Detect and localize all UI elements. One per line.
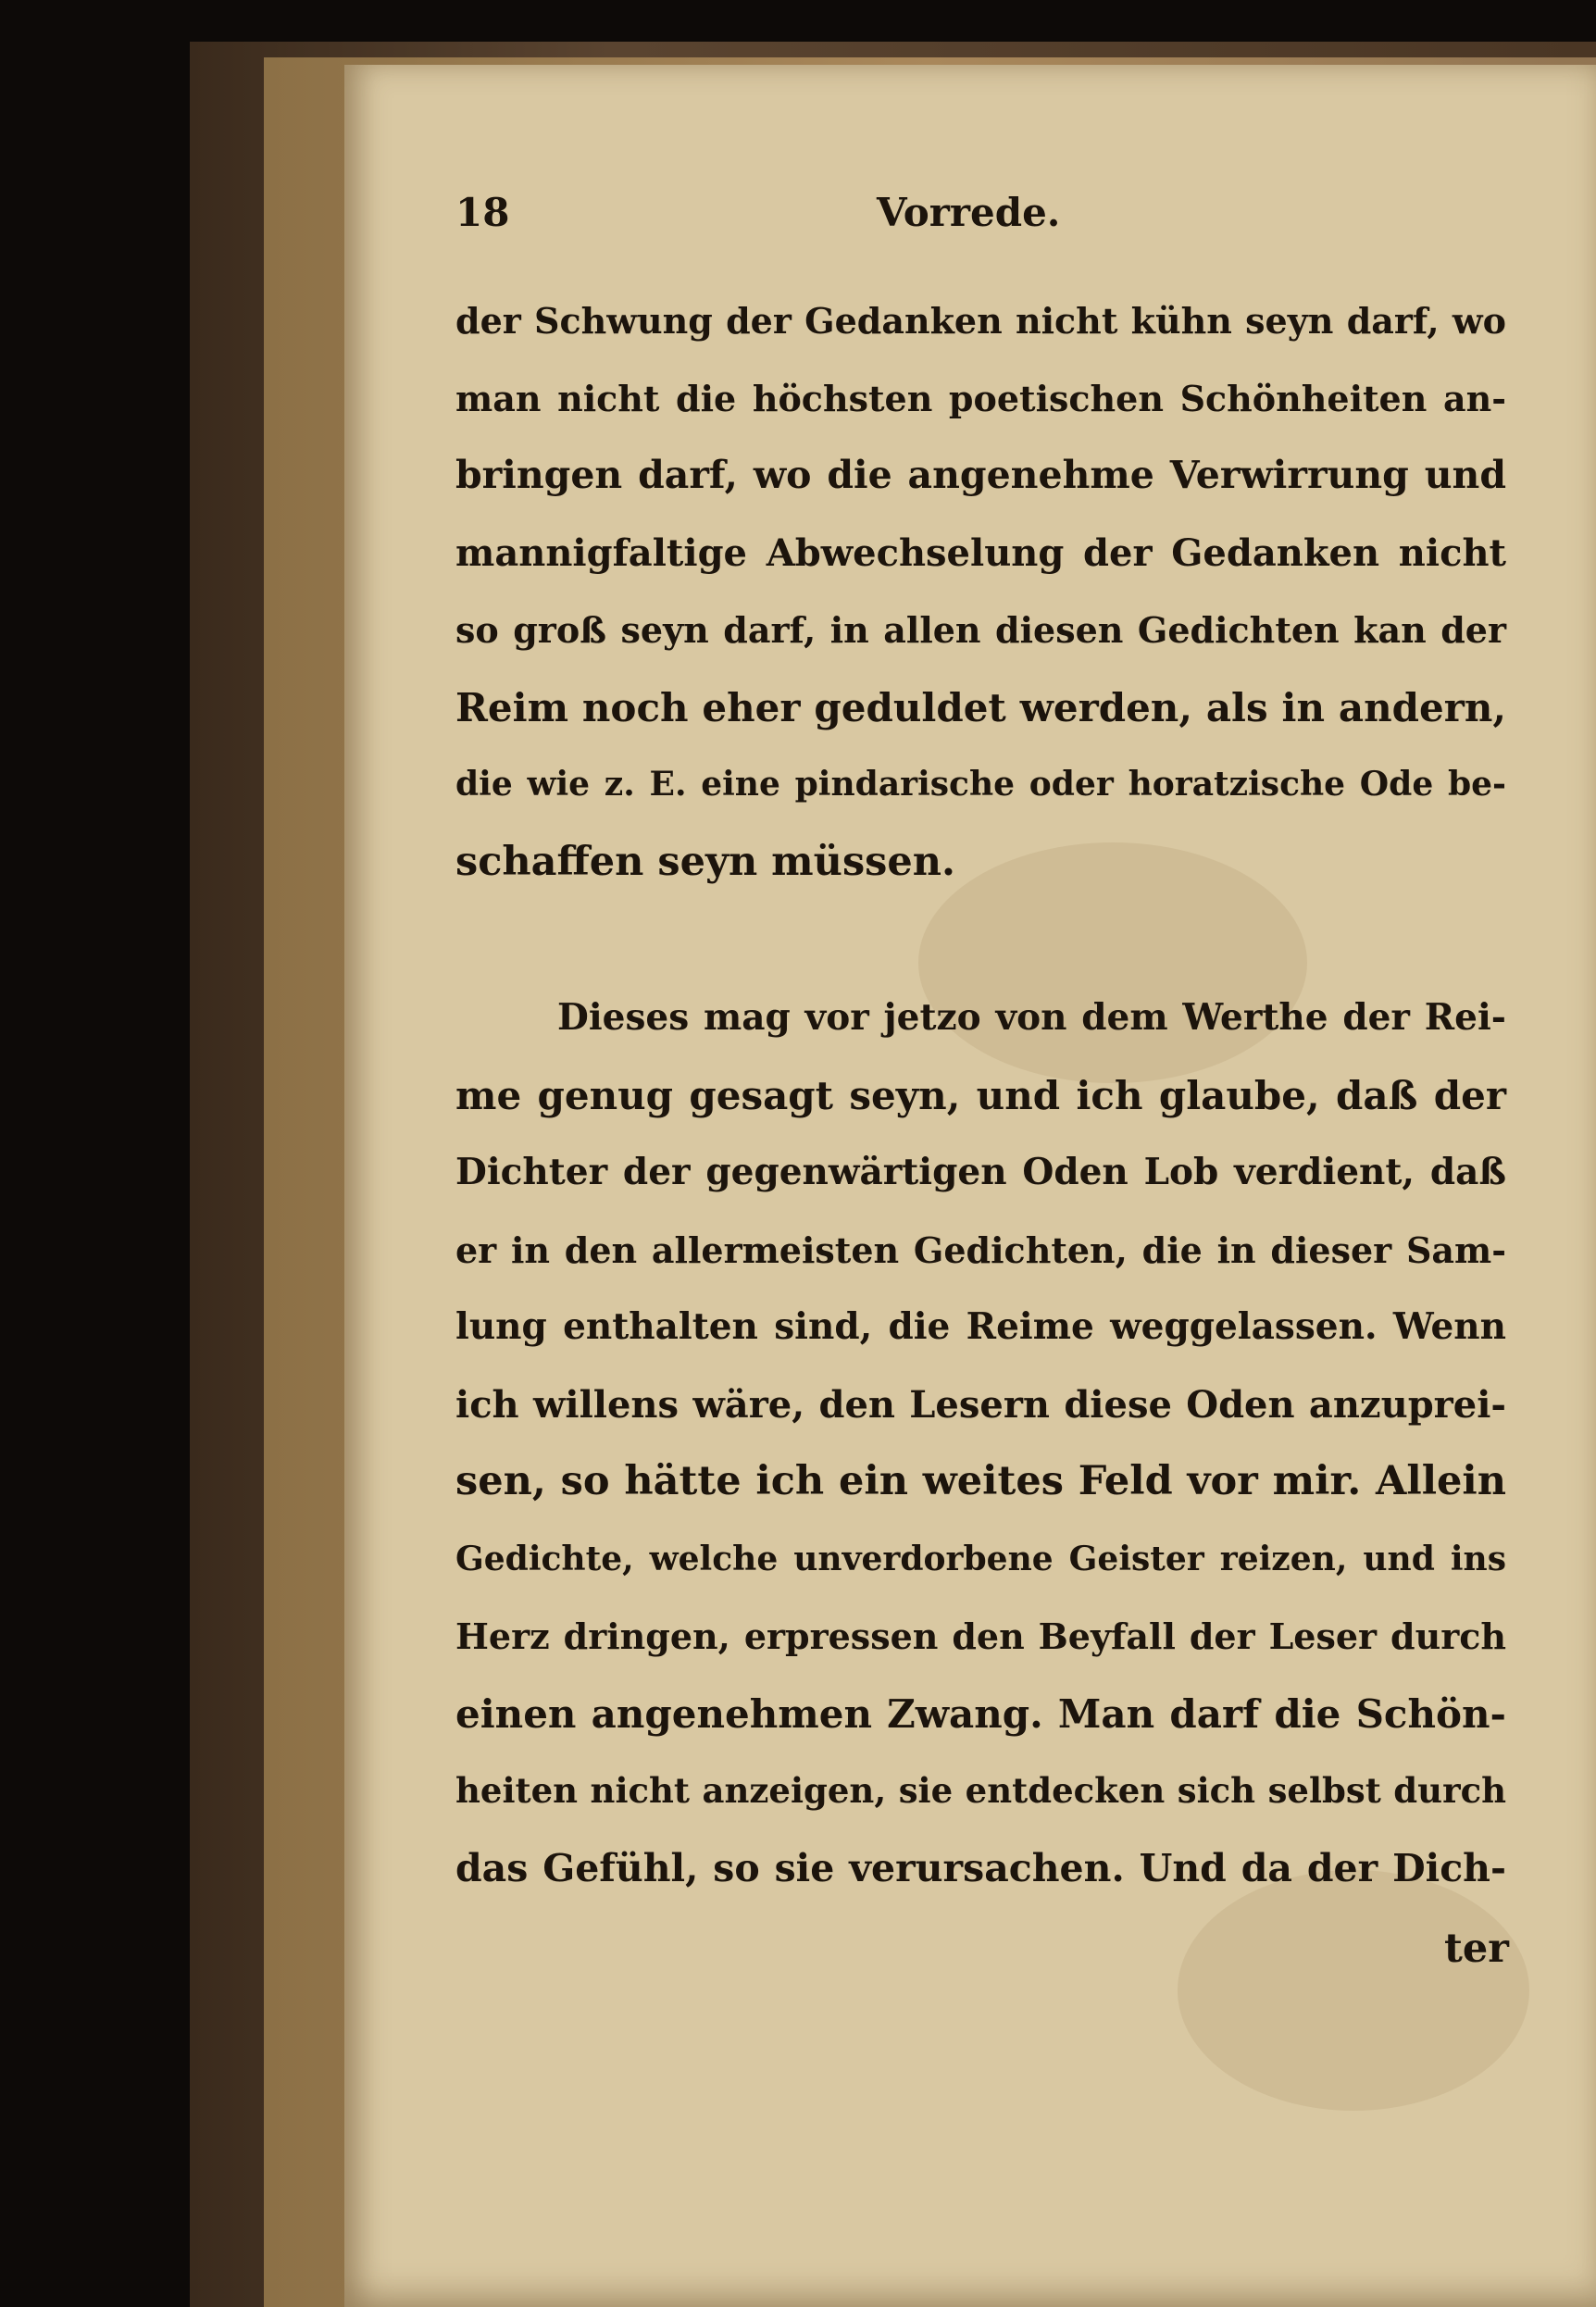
text-line: sen, so hätte ich ein weites Feld vor mir. Allein	[455, 1458, 1506, 1504]
text-line: einen angenehmen Zwang. Man darf die Schön-	[455, 1690, 1506, 1737]
running-head: Vorrede.	[877, 190, 1061, 235]
page-number: 18	[455, 190, 510, 235]
text-line: Herz dringen, erpressen den Beyfall der Leser durch	[455, 1615, 1506, 1657]
page-header	[455, 190, 1511, 245]
text-line: der Schwung der Gedanken nicht kühn seyn darf, wo	[455, 300, 1506, 342]
text-line: Dieses mag vor jetzo von dem Werthe der Rei-	[557, 996, 1506, 1039]
text-line: so groß seyn darf, in allen diesen Gedichten kan der	[455, 609, 1506, 651]
text-line: die wie z. E. eine pindarische oder horatzische Ode be-	[455, 765, 1506, 804]
text-line: heiten nicht anzeigen, sie entdecken sich selbst durch	[455, 1770, 1506, 1811]
text-line: man nicht die höchsten poetischen Schönheiten an-	[455, 377, 1506, 419]
text-line: das Gefühl, so sie verursachen. Und da der Dich-	[455, 1845, 1506, 1890]
paragraph-gap	[455, 901, 1506, 979]
body-text	[455, 282, 1506, 1907]
text-line: schaffen seyn müssen.	[455, 838, 955, 885]
text-line: mannigfaltige Abwechselung der Gedanken nicht	[455, 530, 1506, 575]
catchword: ter	[1444, 1926, 1509, 1972]
text-line: er in den allermeisten Gedichten, die in dieser Sam-	[455, 1228, 1506, 1271]
text-line: Reim noch eher geduldet werden, als in andern,	[455, 684, 1506, 730]
text-line: me genug gesagt seyn, und ich glaube, daß der	[455, 1072, 1506, 1118]
text-line: bringen darf, wo die angenehme Verwirrung und	[455, 453, 1506, 497]
text-line: Dichter der gegenwärtigen Oden Lob verdient, daß	[455, 1151, 1506, 1193]
text-line: lung enthalten sind, die Reime weggelassen. Wenn	[455, 1305, 1506, 1348]
text-line: Gedichte, welche unverdorbene Geister reizen, und ins	[455, 1539, 1506, 1578]
text-line: ich willens wäre, den Lesern diese Oden anzuprei-	[455, 1382, 1506, 1427]
